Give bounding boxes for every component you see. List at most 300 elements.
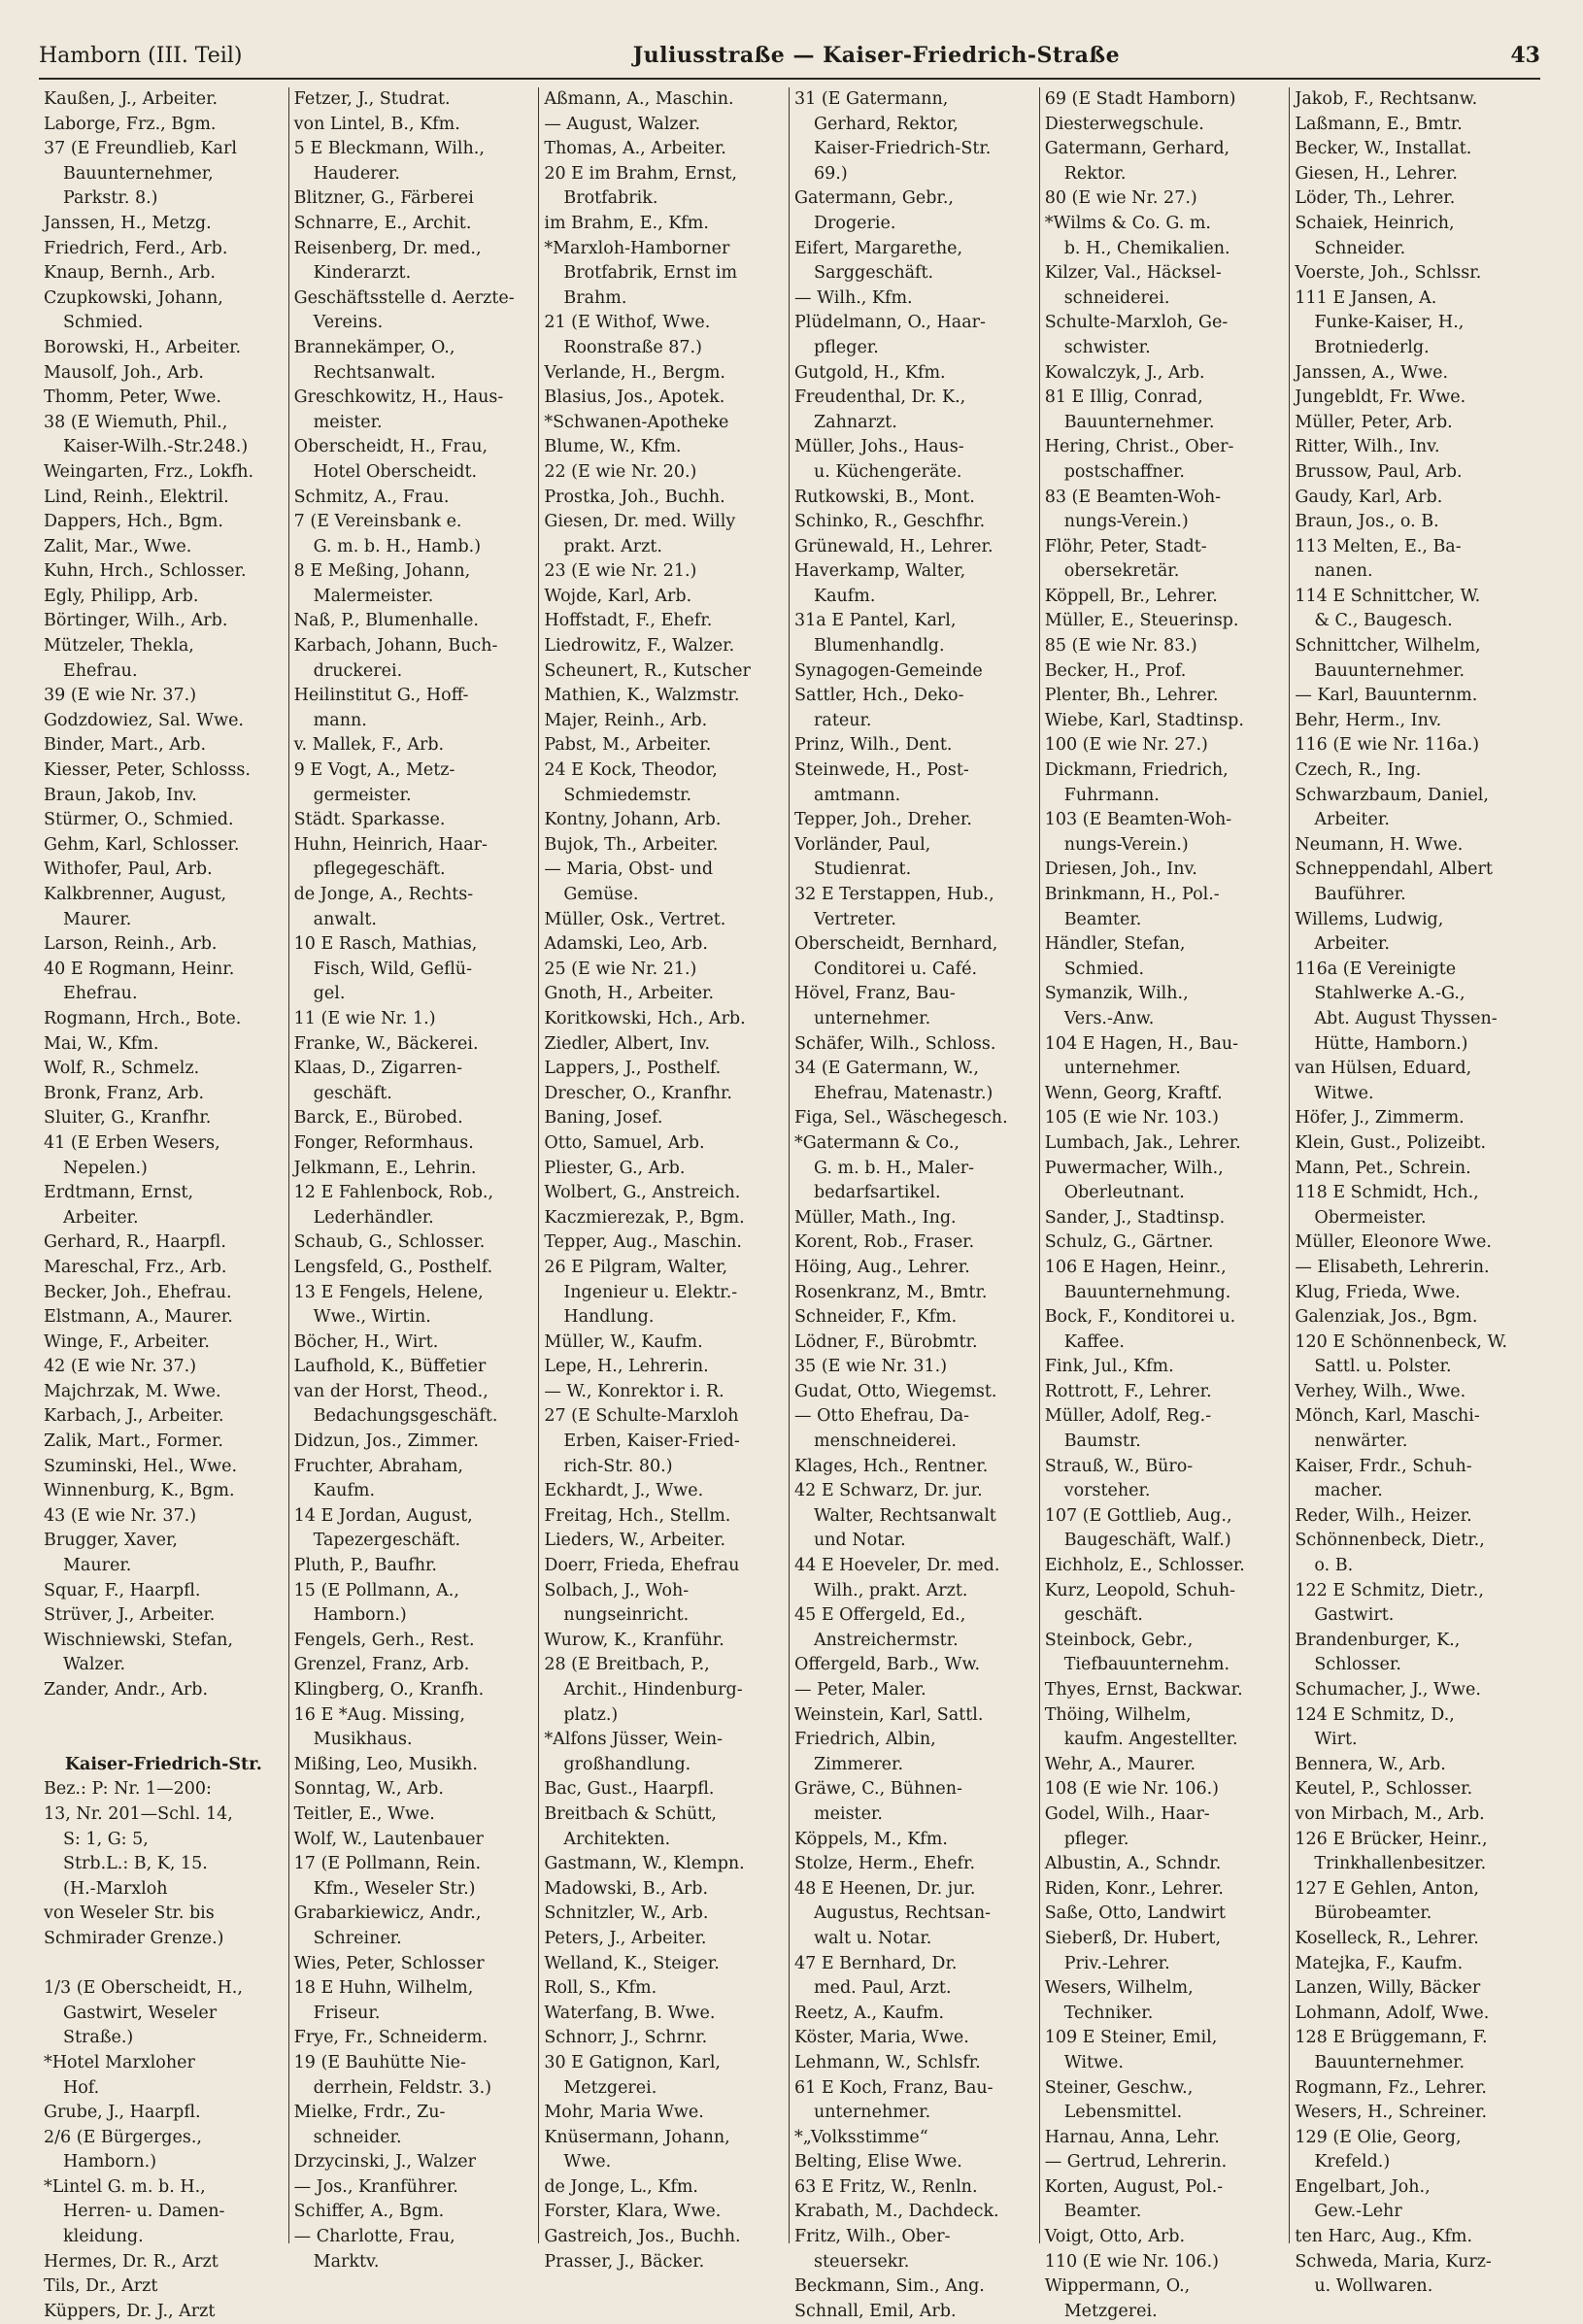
entry-line: Sattl. u. Polster.: [1314, 1357, 1452, 1377]
entry-line: Herren- u. Damen-: [63, 2202, 225, 2222]
entry-line: Bauunternehmer,: [63, 163, 214, 184]
entry-line: Kaiser-Friedrich-Str.: [814, 139, 992, 159]
entry-line: Schmiedemstr.: [563, 785, 692, 805]
entry-line: Kaiser-Wilh.-Str.248.): [63, 437, 249, 457]
entry-line: Fink, Jul., Kfm.: [1044, 1357, 1174, 1377]
entry-line: Symanzik, Wilh.,: [1044, 984, 1189, 1004]
entry-line: Küppers, Dr. J., Arzt: [44, 2301, 216, 2321]
entry-line: 108 (E wie Nr. 106.): [1044, 1779, 1219, 1800]
entry-line: Knaup, Bernh., Arb.: [44, 263, 216, 284]
columns: [39, 87, 1540, 2321]
entry-line: Kaffee.: [1063, 1331, 1125, 1352]
entry-line: Schönnenbeck, Dietr.,: [1295, 1531, 1485, 1551]
entry-line: Bauunternehmung.: [1063, 1282, 1231, 1302]
entry-line: Reisenberg, Dr. med.,: [293, 238, 482, 258]
entry-line: 31 (E Gatermann,: [794, 89, 949, 109]
entry-line: Weinstein, Karl, Sattl.: [794, 1704, 984, 1725]
entry-line: Städt. Sparkasse.: [293, 810, 446, 830]
entry-line: Hövel, Franz, Bau-: [794, 984, 956, 1004]
column-3: [539, 87, 790, 2272]
entry-line: 103 (E Beamten-Woh-: [1044, 810, 1232, 830]
entry-line: Gaudy, Karl, Arb.: [1295, 487, 1443, 507]
page-number: 43: [1510, 43, 1540, 68]
entry-line: Becker, W., Installat.: [1295, 139, 1472, 159]
entry-line: de Jonge, A., Rechts-: [293, 885, 474, 904]
entry-line: Mareschal, Frz., Arb.: [44, 1257, 227, 1277]
entry-line: 100 (E wie Nr. 27.): [1044, 735, 1208, 756]
entry-line: 85 (E wie Nr. 83.): [1044, 636, 1197, 657]
entry-line: Gehm, Karl, Schlosser.: [44, 834, 240, 855]
entry-line: Ziedler, Albert, Inv.: [544, 1033, 711, 1054]
entry-line: Freitag, Hch., Stellm.: [544, 1505, 731, 1526]
entry-line: Schnarre, E., Archit.: [293, 213, 472, 233]
entry-line: Willems, Ludwig,: [1295, 909, 1444, 929]
entry-line: Reetz, A., Kaufm.: [794, 2003, 945, 2023]
entry-line: Thöing, Wilhelm,: [1044, 1704, 1192, 1725]
entry-line: 10 E Rasch, Mathias,: [293, 934, 478, 955]
entry-line: Schlosser.: [1314, 1655, 1401, 1675]
entry-line: 17 (E Pollmann, Rein.: [293, 1854, 482, 1874]
entry-line: Arbeiter.: [63, 1207, 139, 1228]
entry-line: med. Paul, Arzt.: [814, 1978, 952, 1999]
entry-line: Zander, Andr., Arb.: [44, 1680, 209, 1700]
entry-line: nanen.: [1314, 561, 1373, 582]
entry-line: Schulz, G., Gärtner.: [1044, 1232, 1214, 1253]
entry-line: Forster, Klara, Wwe.: [544, 2202, 722, 2222]
entry-line: Lepe, H., Lehrerin.: [544, 1357, 709, 1377]
entry-line: Elstmann, A., Maurer.: [44, 1307, 233, 1328]
entry-line: Brugger, Xaver,: [44, 1531, 178, 1551]
entry-line: — August, Walzer.: [544, 114, 701, 134]
entry-line: Brussow, Paul, Arb.: [1295, 461, 1463, 482]
entry-line: Marktv.: [313, 2251, 380, 2272]
entry-line: Vorländer, Paul,: [794, 834, 931, 855]
entry-line: bedarfsartikel.: [814, 1183, 941, 1203]
entry-line: 116 (E wie Nr. 116a.): [1295, 735, 1480, 756]
entry-line: Arbeiter.: [1314, 934, 1390, 955]
entry-line: Blumenhandlg.: [814, 636, 945, 657]
column-6: [1290, 87, 1540, 2297]
entry-line: Grünewald, H., Lehrer.: [794, 536, 994, 556]
entry-line: 2/6 (E Bürgerges.,: [44, 2127, 202, 2147]
entry-line: druckerei.: [313, 660, 403, 681]
entry-line: Behr, Herm., Inv.: [1295, 710, 1442, 730]
entry-line: 113 Melten, E., Ba-: [1295, 536, 1462, 556]
entry-line: Aßmann, A., Maschin.: [544, 89, 734, 109]
entry-line: Wurow, K., Kranführ.: [544, 1630, 724, 1650]
entry-line: 30 E Gatignon, Karl,: [544, 2052, 721, 2072]
entry-line: Geschäftsstelle d. Aerzte-: [293, 287, 515, 308]
entry-line: Knüsermann, Johann,: [544, 2127, 730, 2147]
entry-line: postschaffner.: [1063, 461, 1185, 482]
entry-line: Fengels, Gerh., Rest.: [293, 1630, 475, 1650]
entry-line: Stahlwerke A.-G.,: [1314, 984, 1465, 1004]
entry-line: Bürobeamter.: [1314, 1903, 1432, 1924]
entry-line: 13 E Fengels, Helene,: [293, 1282, 484, 1302]
entry-line: Voerste, Joh., Schlssr.: [1295, 263, 1482, 284]
entry-line: Korent, Rob., Fraser.: [794, 1232, 975, 1253]
entry-line: 25 (E wie Nr. 21.): [544, 959, 697, 979]
entry-line: (H.-Marxloh: [63, 1878, 168, 1899]
entry-line: Prinz, Wilh., Dent.: [794, 735, 953, 756]
entry-line: Ehefrau, Matenastr.): [814, 1083, 994, 1103]
entry-line: Lappers, J., Posthelf.: [544, 1059, 722, 1079]
entry-line: Voigt, Otto, Arb.: [1044, 2227, 1186, 2247]
entry-line: Friseur.: [313, 2003, 381, 2023]
entry-line: 43 (E wie Nr. 37.): [44, 1505, 197, 1526]
entry-line: 14 E Jordan, August,: [293, 1505, 473, 1526]
entry-line: *Gatermann & Co.,: [794, 1132, 960, 1153]
entry-line: Köppell, Br., Lehrer.: [1044, 586, 1218, 606]
entry-line: Schneider.: [1314, 238, 1406, 258]
entry-line: — Maria, Obst- und: [544, 859, 714, 880]
entry-line: Lind, Reinh., Elektril.: [44, 487, 229, 507]
entry-line: Bauführer.: [1314, 885, 1406, 904]
entry-line: *Marxloh-Hamborner: [544, 238, 730, 258]
entry-line: Gutgold, H., Kfm.: [794, 362, 946, 383]
entry-line: Ritter, Wilh., Inv.: [1295, 437, 1440, 457]
entry-line: Gerhard, Rektor,: [814, 114, 959, 134]
entry-line: Didzun, Jos., Zimmer.: [293, 1431, 479, 1452]
entry-line: Freudenthal, Dr. K.,: [794, 387, 966, 408]
entry-line: Baning, Josef.: [544, 1108, 663, 1128]
entry-line: [44, 1952, 284, 1977]
entry-line: Schneider, F., Kfm.: [794, 1307, 958, 1328]
entry-line: Puwermacher, Wilh.,: [1044, 1158, 1224, 1178]
entry-line: 105 (E wie Nr. 103.): [1044, 1108, 1219, 1128]
entry-line: Metzgerei.: [1063, 2301, 1158, 2321]
entry-line: 128 E Brüggemann, F.: [1295, 2028, 1488, 2048]
entry-line: Roll, S., Kfm.: [544, 1978, 657, 1999]
entry-line: Gerhard, R., Haarpfl.: [44, 1232, 226, 1253]
entry-line: Withofer, Paul, Arb.: [44, 859, 213, 880]
entry-line: Krabath, M., Dachdeck.: [794, 2202, 999, 2222]
entry-line: 27 (E Schulte-Marxloh: [544, 1406, 739, 1427]
entry-line: Wippermann, O.,: [1044, 2276, 1191, 2297]
entry-line: Mönch, Karl, Maschi-: [1295, 1406, 1480, 1427]
entry-line: Höfer, J., Zimmerm.: [1295, 1108, 1465, 1128]
entry-line: Kilzer, Val., Häcksel-: [1044, 263, 1222, 284]
entry-line: nenwärter.: [1314, 1431, 1408, 1452]
entry-line: rateur.: [814, 710, 872, 730]
entry-line: pflegegeschäft.: [313, 859, 446, 880]
entry-line: Pabst, M., Arbeiter.: [544, 735, 712, 756]
entry-line: Oberleutnant.: [1063, 1183, 1185, 1203]
entry-line: nungs-Verein.): [1063, 512, 1189, 532]
entry-line: Thomm, Peter, Wwe.: [44, 387, 221, 408]
entry-line: Witwe.: [1063, 2052, 1124, 2072]
entry-line: Gastwirt, Weseler: [63, 2003, 218, 2023]
entry-line: Schulte-Marxloh, Ge-: [1044, 313, 1229, 333]
entry-line: walt u. Notar.: [814, 1928, 932, 1948]
entry-line: Schmied.: [63, 313, 144, 333]
entry-line: — W., Konrektor i. R.: [544, 1381, 724, 1401]
entry-line: Wesers, H., Schreiner.: [1295, 2103, 1488, 2123]
entry-line: — Wilh., Kfm.: [794, 287, 913, 308]
entry-line: Sander, J., Stadtinsp.: [1044, 1207, 1226, 1228]
entry-line: van Hülsen, Eduard,: [1295, 1059, 1472, 1079]
entry-line: 41 (E Erben Wesers,: [44, 1132, 220, 1153]
entry-line: Rutkowski, B., Mont.: [794, 487, 975, 507]
entry-line: 9 E Vogt, A., Metz-: [293, 760, 455, 781]
entry-line: menschneiderei.: [814, 1431, 957, 1452]
entry-line: — Elisabeth, Lehrerin.: [1295, 1257, 1490, 1277]
entry-line: Bronk, Franz, Arb.: [44, 1083, 205, 1103]
entry-line: Becker, Joh., Ehefrau.: [44, 1282, 232, 1302]
entry-line: Majchrzak, M. Wwe.: [44, 1381, 221, 1401]
entry-line: Sarggeschäft.: [814, 263, 934, 284]
entry-line: von Weseler Str. bis: [44, 1903, 215, 1924]
entry-line: Schumacher, J., Wwe.: [1295, 1680, 1481, 1700]
entry-line: Schweda, Maria, Kurz-: [1295, 2251, 1492, 2272]
entry-line: Janssen, A., Wwe.: [1295, 362, 1449, 383]
entry-line: 8 E Meßing, Johann,: [293, 561, 471, 582]
entry-line: 111 E Jansen, A.: [1295, 287, 1437, 308]
entry-line: 5 E Bleckmann, Wilh.,: [293, 139, 485, 159]
entry-line: 126 E Brücker, Heinr.,: [1295, 1829, 1488, 1849]
entry-line: 61 E Koch, Franz, Bau-: [794, 2077, 994, 2098]
entry-line: Obermeister.: [1314, 1207, 1427, 1228]
entry-line: platz.): [563, 1704, 619, 1725]
entry-line: Drescher, O., Kranfhr.: [544, 1083, 732, 1103]
entry-line: Braun, Jakob, Inv.: [44, 785, 197, 805]
entry-line: Mathien, K., Walzmstr.: [544, 686, 740, 706]
entry-line: 80 (E wie Nr. 27.): [1044, 188, 1197, 209]
entry-line: Schneppendahl, Albert: [1295, 859, 1493, 880]
entry-line: Driesen, Joh., Inv.: [1044, 859, 1197, 880]
entry-line: Peters, J., Arbeiter.: [544, 1928, 707, 1948]
entry-line: Schäfer, Wilh., Schloss.: [794, 1033, 996, 1054]
entry-line: 106 E Hagen, Heinr.,: [1044, 1257, 1227, 1277]
entry-line: pfleger.: [814, 337, 879, 357]
entry-line: Fruchter, Abraham,: [293, 1456, 463, 1476]
entry-line: 22 (E wie Nr. 20.): [544, 461, 697, 482]
entry-line: & C., Baugesch.: [1314, 611, 1453, 631]
entry-line: Saße, Otto, Landwirt: [1044, 1903, 1226, 1924]
entry-line: 104 E Hagen, H., Bau-: [1044, 1033, 1239, 1054]
entry-line: Koselleck, R., Lehrer.: [1295, 1928, 1479, 1948]
entry-line: Wies, Peter, Schlosser: [293, 1953, 485, 1973]
entry-line: Braun, Jos., o. B.: [1295, 512, 1439, 532]
entry-line: Anstreichermstr.: [814, 1630, 959, 1650]
header-title: Juliusstraße — Kaiser-Friedrich-Straße: [632, 43, 1121, 68]
entry-line: Priv.-Lehrer.: [1063, 1953, 1170, 1973]
entry-line: Conditorei u. Café.: [814, 959, 978, 979]
entry-line: Wojde, Karl, Arb.: [544, 586, 692, 606]
header-left: Hamborn (III. Teil): [39, 44, 243, 68]
entry-line: Bac, Gust., Haarpfl.: [544, 1779, 715, 1800]
entry-line: Beckmann, Sim., Ang.: [794, 2276, 985, 2297]
entry-line: u. Küchengeräte.: [814, 461, 962, 482]
entry-line: Gemüse.: [563, 885, 639, 904]
entry-line: Czupkowski, Johann,: [44, 287, 223, 308]
entry-line: Börtinger, Wilh., Arb.: [44, 611, 228, 631]
entry-line: Godel, Wilh., Haar-: [1044, 1803, 1210, 1824]
entry-line: Zimmerer.: [814, 1754, 904, 1774]
entry-line: Brotfabrik.: [563, 188, 658, 209]
entry-line: Köppels, M., Kfm.: [794, 1829, 948, 1849]
entry-line: Wesers, Wilhelm,: [1044, 1978, 1194, 1999]
entry-line: Lehmann, W., Schlsfr.: [794, 2052, 981, 2072]
entry-line: Laufhold, K., Büffetier: [293, 1357, 487, 1377]
entry-line: Sattler, Hch., Deko-: [794, 686, 964, 706]
entry-line: Brotniederlg.: [1314, 337, 1430, 357]
entry-line: im Brahm, E., Kfm.: [544, 213, 709, 233]
entry-line: Kurz, Leopold, Schuh-: [1044, 1580, 1236, 1600]
entry-line: Müller, Adolf, Reg.-: [1044, 1406, 1212, 1427]
entry-line: Szuminski, Hel., Wwe.: [44, 1456, 238, 1476]
entry-line: 19 (E Bauhütte Nie-: [293, 2052, 466, 2072]
entry-line: Gudat, Otto, Wiegemst.: [794, 1381, 997, 1401]
entry-line: Rogmann, Hrch., Bote.: [44, 1008, 242, 1028]
entry-line: germeister.: [313, 785, 412, 805]
entry-line: de Jonge, L., Kfm.: [544, 2176, 698, 2197]
entry-line: Wischniewski, Stefan,: [44, 1630, 233, 1650]
entry-line: Verhey, Wilh., Wwe.: [1295, 1381, 1466, 1401]
entry-line: Matejka, F., Kaufm.: [1295, 1953, 1464, 1973]
entry-line: Wwe.: [563, 2152, 612, 2172]
entry-line: Schreiner.: [313, 1928, 402, 1948]
entry-line: Gastmann, W., Klempn.: [544, 1854, 745, 1874]
entry-line: Egly, Philipp, Arb.: [44, 586, 199, 606]
entry-line: Heilinstitut G., Hoff-: [293, 686, 469, 706]
entry-line: Hütte, Hamborn.): [1314, 1033, 1468, 1054]
entry-line: Bauunternehmer.: [1314, 660, 1465, 681]
entry-line: Schaub, G., Schlosser.: [293, 1232, 486, 1253]
entry-line: 21 (E Withof, Wwe.: [544, 313, 711, 333]
entry-line: Ehefrau.: [63, 984, 138, 1004]
entry-line: G. m. b. H., Maler-: [814, 1158, 975, 1178]
entry-line: Hotel Oberscheidt.: [313, 461, 478, 482]
entry-line: Köster, Maria, Wwe.: [794, 2028, 969, 2048]
entry-line: Schwarzbaum, Daniel,: [1295, 785, 1489, 805]
entry-line: Mohr, Maria Wwe.: [544, 2103, 704, 2123]
entry-line: Haverkamp, Walter,: [794, 561, 966, 582]
entry-line: unternehmer.: [814, 2103, 931, 2123]
entry-line: Gastwirt.: [1314, 1605, 1395, 1626]
entry-line: Metzgerei.: [563, 2077, 657, 2098]
entry-line: Hamborn.): [313, 1605, 407, 1626]
entry-line: Flöhr, Peter, Stadt-: [1044, 536, 1207, 556]
entry-line: Lederhändler.: [313, 1207, 434, 1228]
entry-line: Godzdowiez, Sal. Wwe.: [44, 710, 244, 730]
entry-line: 32 E Terstappen, Hub.,: [794, 885, 994, 904]
entry-line: Bujok, Th., Arbeiter.: [544, 834, 719, 855]
entry-line: Oberscheidt, H., Frau,: [293, 437, 488, 457]
entry-line: — Peter, Maler.: [794, 1680, 926, 1700]
entry-line: Sluiter, G., Kranfhr.: [44, 1108, 212, 1128]
entry-line: Müller, Peter, Arb.: [1295, 412, 1453, 432]
entry-line: Strüver, J., Arbeiter.: [44, 1605, 216, 1626]
entry-line: Vertreter.: [814, 909, 896, 929]
entry-line: obersekretär.: [1063, 561, 1180, 582]
entry-line: *Schwanen-Apotheke: [544, 412, 729, 432]
entry-line: Drzycinski, J., Walzer: [293, 2152, 476, 2172]
entry-line: großhandlung.: [563, 1754, 691, 1774]
entry-line: Jelkmann, E., Lehrin.: [293, 1158, 477, 1178]
entry-line: 13, Nr. 201—Schl. 14,: [44, 1803, 233, 1824]
column-2: [289, 87, 540, 2272]
entry-line: Vers.-Anw.: [1063, 1008, 1155, 1028]
entry-line: — Karl, Bauunternm.: [1295, 686, 1478, 706]
entry-line: Lödner, F., Bürobmtr.: [794, 1331, 978, 1352]
entry-line: Karbach, J., Arbeiter.: [44, 1406, 224, 1427]
entry-line: Koritkowski, Hch., Arb.: [544, 1008, 746, 1028]
entry-line: Lengsfeld, G., Posthelf.: [293, 1257, 493, 1277]
entry-line: unternehmer.: [814, 1008, 931, 1028]
entry-line: Zalit, Mar., Wwe.: [44, 536, 192, 556]
entry-line: — Otto Ehefrau, Da-: [794, 1406, 970, 1427]
entry-line: Mützeler, Thekla,: [44, 636, 194, 657]
entry-line: Strauß, W., Büro-: [1044, 1456, 1194, 1476]
entry-line: Barck, E., Bürobed.: [293, 1108, 463, 1128]
entry-line: schneider.: [313, 2127, 402, 2147]
entry-line: *„Volksstimme“: [794, 2127, 928, 2147]
entry-line: — Charlotte, Frau,: [293, 2227, 455, 2247]
entry-line: Tapezergeschäft.: [313, 1531, 461, 1551]
entry-line: Arbeiter.: [1314, 810, 1390, 830]
entry-line: Straße.): [63, 2028, 134, 2048]
entry-line: Winge, F., Arbeiter.: [44, 1331, 210, 1352]
entry-line: Greschkowitz, H., Haus-: [293, 387, 504, 408]
entry-line: Techniker.: [1063, 2003, 1154, 2023]
entry-line: Lebensmittel.: [1063, 2103, 1183, 2123]
entry-line: 63 E Fritz, W., Renln.: [794, 2176, 978, 2197]
entry-line: Czech, R., Ing.: [1295, 760, 1422, 781]
entry-line: Riden, Konr., Lehrer.: [1044, 1878, 1224, 1899]
entry-line: Grabarkiewicz, Andr.,: [293, 1903, 482, 1924]
entry-line: Naß, P., Blumenhalle.: [293, 611, 479, 631]
entry-line: Rogmann, Fz., Lehrer.: [1295, 2077, 1487, 2098]
entry-line: Tils, Dr., Arzt: [44, 2276, 158, 2297]
entry-line: 114 E Schnittcher, W.: [1295, 586, 1481, 606]
entry-line: Schiffer, A., Bgm.: [293, 2202, 445, 2222]
entry-line: Schnitzler, W., Arb.: [544, 1903, 709, 1924]
entry-line: prakt. Arzt.: [563, 536, 662, 556]
entry-line: vorsteher.: [1063, 1481, 1151, 1501]
entry-line: b. H., Chemikalien.: [1063, 238, 1230, 258]
entry-line: Klein, Gust., Polizeibt.: [1295, 1132, 1487, 1153]
entry-line: Lohmann, Adolf, Wwe.: [1295, 2003, 1490, 2023]
entry-line: Franke, W., Bäckerei.: [293, 1033, 479, 1054]
entry-line: Bauunternehmer.: [1314, 2052, 1465, 2072]
entry-line: 37 (E Freundlieb, Karl: [44, 139, 237, 159]
entry-line: Bez.: P: Nr. 1—200:: [44, 1779, 212, 1800]
entry-line: schneiderei.: [1063, 287, 1170, 308]
entry-line: Kaiser, Frdr., Schuh-: [1295, 1456, 1472, 1476]
entry-line: Kaczmierezak, P., Bgm.: [544, 1207, 745, 1228]
entry-line: Müller, Osk., Vertret.: [544, 909, 726, 929]
entry-line: Pliester, G., Arb.: [544, 1158, 686, 1178]
entry-line: Gatermann, Gerhard,: [1044, 139, 1230, 159]
entry-line: Borowski, H., Arbeiter.: [44, 337, 242, 357]
entry-line: ten Harc, Aug., Kfm.: [1295, 2227, 1473, 2247]
entry-line: meister.: [814, 1803, 883, 1824]
entry-line: mann.: [313, 710, 367, 730]
entry-line: 120 E Schönnenbeck, W.: [1295, 1331, 1508, 1352]
entry-line: — Gertrud, Lehrerin.: [1044, 2152, 1228, 2172]
entry-line: Bock, F., Konditorei u.: [1044, 1307, 1236, 1328]
entry-line: Schnorr, J., Schrnr.: [544, 2028, 708, 2048]
entry-line: Prasser, J., Bäcker.: [544, 2251, 705, 2272]
entry-line: macher.: [1314, 1481, 1383, 1501]
entry-line: Friedrich, Ferd., Arb.: [44, 238, 228, 258]
entry-line: Fisch, Wild, Geflü-: [313, 959, 472, 979]
column-4: [790, 87, 1040, 2321]
entry-line: Hof.: [63, 2077, 100, 2098]
entry-line: Huhn, Heinrich, Haar-: [293, 834, 488, 855]
entry-line: Lieders, W., Arbeiter.: [544, 1531, 726, 1551]
